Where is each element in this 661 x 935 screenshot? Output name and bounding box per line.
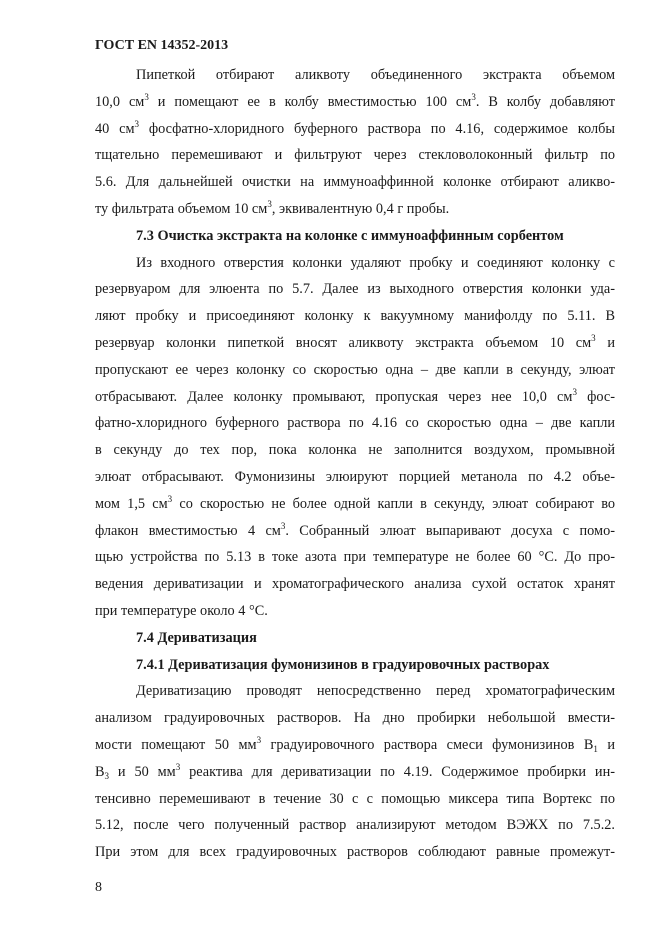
text-line: тенсивно перемешивают в течение 30 с с помощью миксера типа Вортекс по xyxy=(95,790,615,807)
text-line: мом 1,5 $см^3$ со скоростью не более одной капли в секунду, элюат собирают во xyxy=(95,493,615,512)
document-body xyxy=(95,62,615,866)
section-heading-7-4: 7.4 Дериватизация xyxy=(136,629,257,646)
document-header: ГОСТ EN 14352-2013 xyxy=(95,38,229,53)
text-line: отбрасывают. Далее колонку промывают, пропуская через нее 10,0 $см^3$ фос- xyxy=(95,386,615,405)
text-line: Дериватизацию проводят непосредственно перед хроматографическим xyxy=(136,683,615,700)
text-line: в секунду до тех пор, пока колонка не заполнится воздухом, промывной xyxy=(95,442,615,459)
text-line: фатно-хлоридного буферного раствора по 4.16 со скоростью одна – две капли xyxy=(95,415,615,432)
text-line: элюат отбрасывают. Фумонизины элюируют порцией метанола по 4.2 объе- xyxy=(95,468,615,485)
text-line: резервуаром для элюента по 5.7. Далее из выходного отверстия колонки уда- xyxy=(95,281,615,298)
text-line: $В_3$ и 50 $мм^3$ реактива для дериватизации по 4.19. Содержимое пробирки ин- xyxy=(95,761,615,781)
text-line: резервуар колонки пипеткой вносят аликвоту экстракта объемом 10 $см^3$ и xyxy=(95,332,615,351)
text-line: мости помещают 50 $мм^3$ градуировочного раствора смеси фумонизинов $В_1$ и xyxy=(95,734,615,754)
text-line: пропускают ее через колонку со скоростью одна – две капли в секунду, элюат xyxy=(95,361,615,378)
text-line: щью устройства по 5.13 в токе азота при температуре не более 60 °С. До про- xyxy=(95,549,615,566)
text-line: при температуре около 4 °С. xyxy=(95,602,268,619)
text-line: анализом градуировочных растворов. На дно пробирки небольшой вмести- xyxy=(95,710,615,727)
text-line: ту фильтрата объемом 10 $см^3$, эквивалентную 0,4 г пробы. xyxy=(95,198,450,217)
text-line: Пипеткой отбирают аликвоту объединенного экстракта объемом xyxy=(136,67,615,83)
text-line: 5.12, после чего полученный раствор анализируют методом ВЭЖХ по 7.5.2. xyxy=(95,817,615,834)
text-line: ведения дериватизации и хроматографического анализа сухой остаток хранят xyxy=(95,576,615,593)
text-line: тщательно перемешивают и фильтруют через стекловолоконный фильтр по xyxy=(95,147,615,164)
text-line: флакон вместимостью 4 $см^3$. Собранный элюат выпаривают досуха с помо- xyxy=(95,520,615,539)
section-heading-7-4-1: 7.4.1 Дериватизация фумонизинов в градуировочных растворах xyxy=(136,656,550,673)
page-number: 8 xyxy=(95,880,102,895)
paragraph xyxy=(95,250,615,625)
section-heading-7-3: 7.3 Очистка экстракта на колонке с иммуноаффинным сорбентом xyxy=(136,227,564,244)
text-line: При этом для всех градуировочных растворов соблюдают равные промежут- xyxy=(95,844,615,861)
text-line: 10,0 $см^3$ и помещают ее в колбу вместимостью 100 $см^3$. В колбу добавляют xyxy=(95,91,615,110)
text-line: 5.6. Для дальнейшей очистки на иммуноаффинной колонке отбирают аликво- xyxy=(95,174,615,191)
paragraph xyxy=(95,678,615,866)
text-line: 40 $см^3$ фосфатно-хлоридного буферного раствора по 4.16, содержимое колбы xyxy=(95,118,615,137)
text-line: Из входного отверстия колонки удаляют пробку и соединяют колонку с xyxy=(136,254,615,271)
paragraph xyxy=(95,62,615,223)
text-line: ляют пробку и присоединяют колонку к вакуумному манифолду по 5.11. В xyxy=(95,308,615,325)
